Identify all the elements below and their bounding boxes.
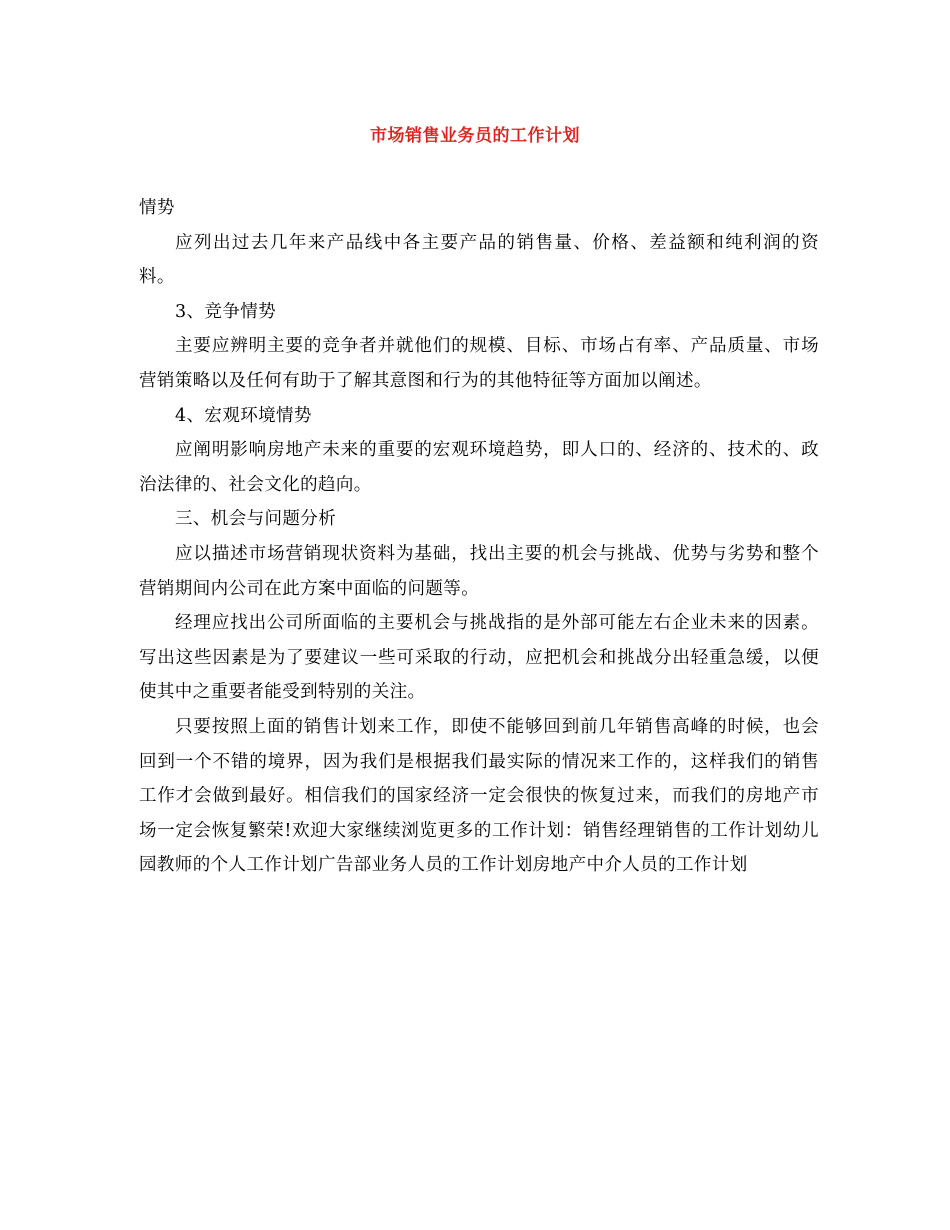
document-title: 市场销售业务员的工作计划	[370, 126, 580, 146]
paragraph: 应列出过去几年来产品线中各主要产品的销售量、价格、差益额和纯利润的资料。	[139, 232, 819, 288]
paragraph: 应以描述市场营销现状资料为基础，找出主要的机会与挑战、优势与劣势和整个营销期间内公司在此方案中面临的问题等。	[139, 543, 819, 599]
section-heading: 4、宏观环境情势	[175, 405, 312, 426]
paragraph: 经理应找出公司所面临的主要机会与挑战指的是外部可能左右企业未来的因素。写出这些因素是为了要建议一些可采取的行动，应把机会和挑战分出轻重急缓，以便使其中之重要者能受到特别的关注。	[139, 613, 819, 703]
paragraph-continued-heading: 情势	[139, 198, 175, 218]
section-heading: 三、机会与问题分析	[175, 509, 337, 530]
paragraph: 主要应辨明主要的竞争者并就他们的规模、目标、市场占有率、产品质量、市场营销策略以及任何有助于了解其意图和行为的其他特征等方面加以阐述。	[139, 336, 819, 391]
section-heading: 3、竞争情势	[175, 301, 277, 322]
paragraph: 只要按照上面的销售计划来工作，即使不能够回到前几年销售高峰的时候，也会回到一个不错的境界，因为我们是根据我们最实际的情况来工作的，这样我们的销售工作才会做到最好。相信我们的国家经济一定会很快的恢复过来，而我们的房地产市场一定会恢复繁荣!欢迎大家继续浏览更多的工作计划：销售经理销售的工作计划幼儿园教师的个人工作计划广告部业务人员的工作计划房地产中介人员的工作计划	[139, 716, 819, 876]
document-body	[139, 191, 819, 883]
paragraph: 应阐明影响房地产未来的重要的宏观环境趋势，即人口的、经济的、技术的、政治法律的、社会文化的趋向。	[139, 440, 819, 495]
